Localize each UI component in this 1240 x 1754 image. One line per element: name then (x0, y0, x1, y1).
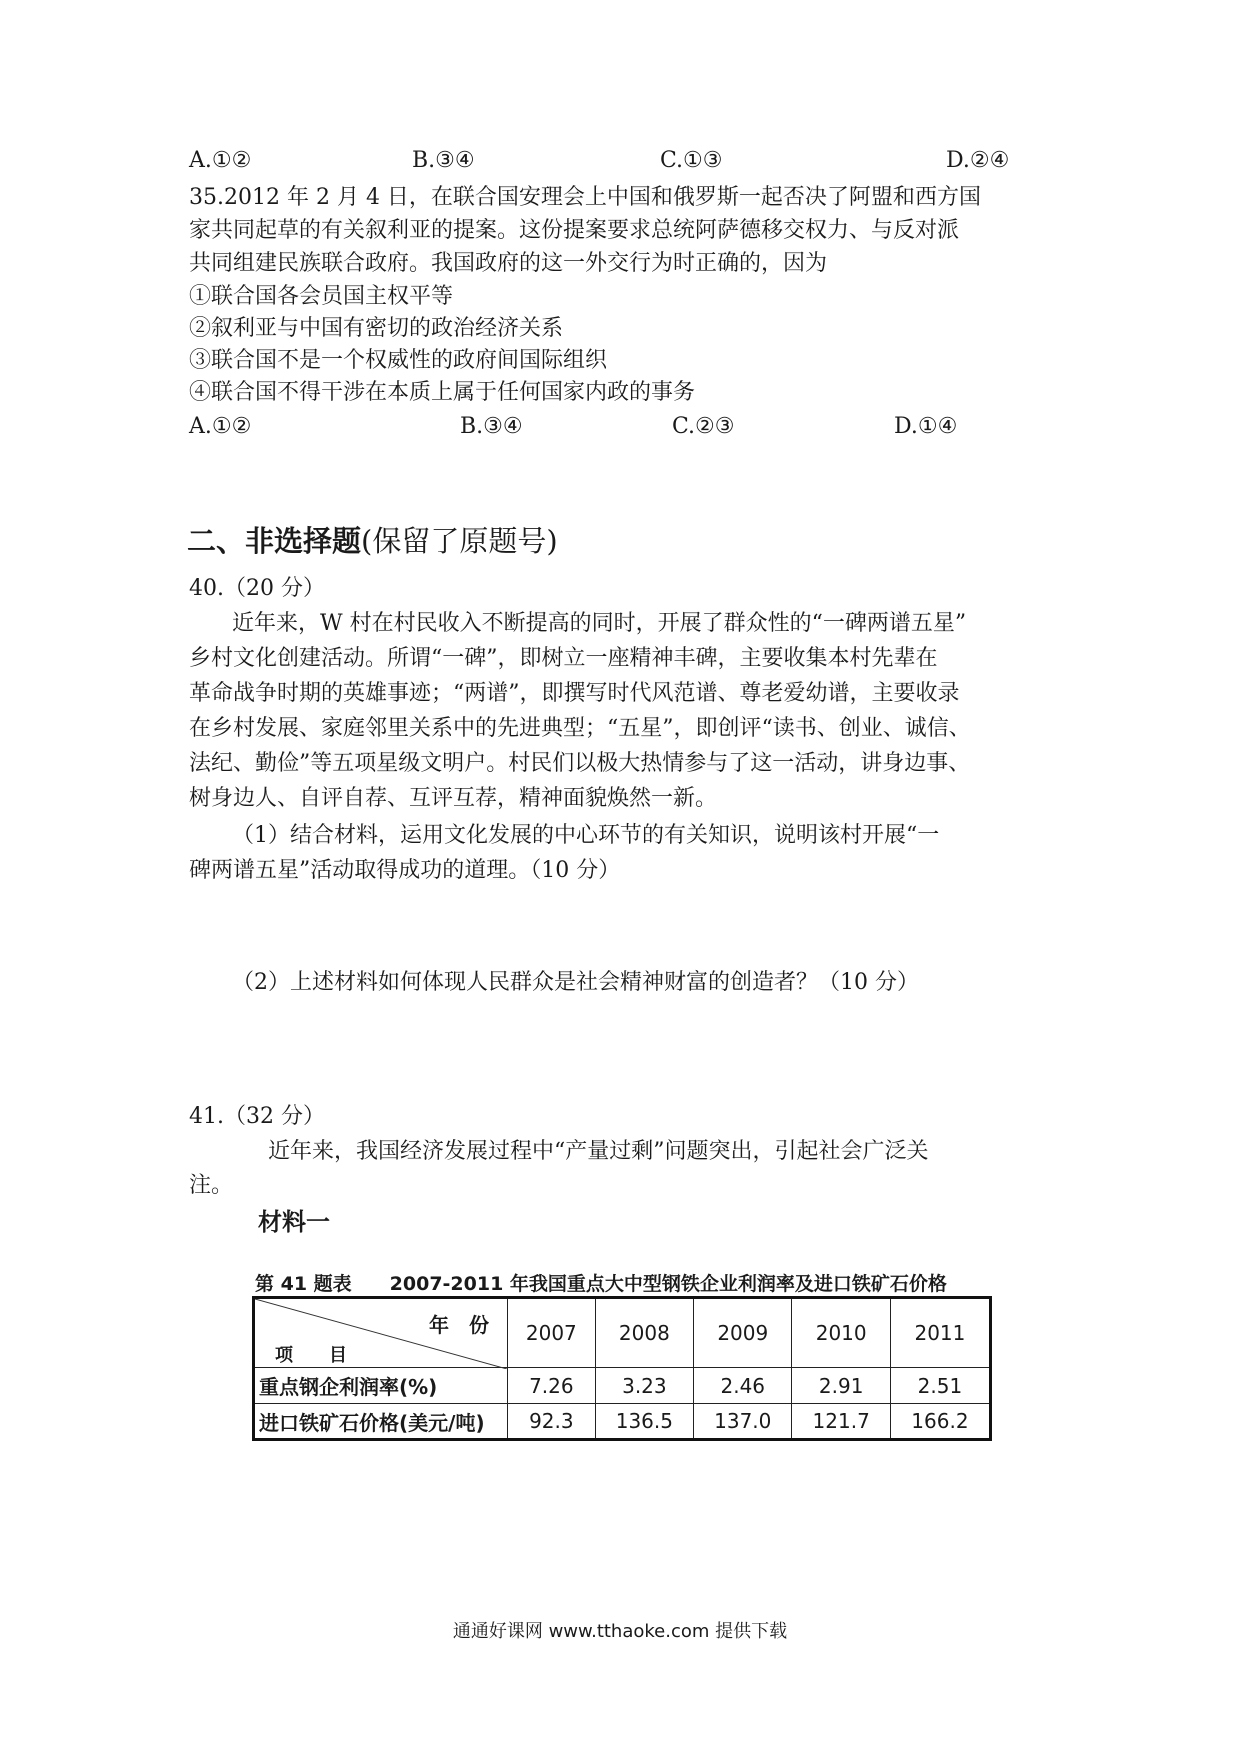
q40-material-line: 乡村文化创建活动。所谓“一碑”，即树立一座精神丰碑，主要收集本村先辈在 (189, 646, 938, 671)
table-cell: 3.23 (595, 1368, 693, 1404)
q41-material-label: 材料一 (258, 1208, 330, 1236)
q35-item: ②叙利亚与中国有密切的政治经济关系 (189, 316, 564, 341)
table-cell: 2.46 (694, 1368, 792, 1404)
table-corner-cell (254, 1298, 508, 1368)
year-header: 2007 (508, 1298, 596, 1368)
q40-header: 40.（20 分） (189, 576, 325, 601)
q40-material-line: 革命战争时期的英雄事迹；“两谱”，即撰写时代风范谱、尊老爱幼谱，主要收录 (189, 681, 960, 706)
q40-material-line: 近年来，W 村在村民收入不断提高的同时，开展了群众性的“一碑两谱五星” (232, 611, 967, 636)
q34-option-a: A.①② (189, 148, 252, 173)
table-cell: 2.91 (792, 1368, 890, 1404)
q41-intro-line: 注。 (189, 1173, 234, 1198)
page-footer: 通通好课网 www.tthaoke.com 提供下载 (452, 1621, 788, 1642)
table-cell: 92.3 (508, 1404, 596, 1440)
q35-option-b: B.③④ (460, 414, 523, 439)
table-cell: 2.51 (890, 1368, 990, 1404)
table-cell: 136.5 (595, 1404, 693, 1440)
table-cell: 166.2 (890, 1404, 990, 1440)
corner-item-label: 项 目 (275, 1345, 347, 1366)
q34-option-d: D.②④ (946, 148, 1010, 173)
q35-stem-line: 家共同起草的有关叙利亚的提案。这份提案要求总统阿萨德移交权力、与反对派 (189, 218, 960, 243)
year-header: 2010 (792, 1298, 890, 1368)
q35-item: ①联合国各会员国主权平等 (189, 284, 454, 309)
q40-subquestion-1: （1）结合材料，运用文化发展的中心环节的有关知识，说明该村开展“一 (232, 823, 940, 848)
q40-material-line: 在乡村发展、家庭邻里关系中的先进典型；“五星”，即创评“读书、创业、诚信、 (189, 716, 971, 741)
steel-data-table (252, 1296, 992, 1441)
q35-stem-line: 共同组建民族联合政府。我国政府的这一外交行为时正确的，因为 (189, 251, 828, 276)
q35-item: ④联合国不得干涉在本质上属于任何国家内政的事务 (189, 380, 696, 405)
row-label: 进口铁矿石价格(美元/吨) (254, 1404, 508, 1440)
q35-item: ③联合国不是一个权威性的政府间国际组织 (189, 348, 608, 373)
q40-subquestion-2: （2）上述材料如何体现人民群众是社会精神财富的创造者？（10 分） (232, 970, 919, 995)
q35-option-c: C.②③ (672, 414, 735, 439)
table-row (254, 1368, 991, 1404)
table-cell: 7.26 (508, 1368, 596, 1404)
q41-intro-line: 近年来，我国经济发展过程中“产量过剩”问题突出，引起社会广泛关 (268, 1139, 929, 1164)
table-cell: 121.7 (792, 1404, 890, 1440)
q41-header: 41.（32 分） (189, 1104, 325, 1129)
table-caption: 第 41 题表 2007-2011 年我国重点大中型钢铁企业利润率及进口铁矿石价格 (255, 1273, 947, 1295)
year-header: 2009 (694, 1298, 792, 1368)
year-header: 2011 (890, 1298, 990, 1368)
q35-stem-line: 35.2012 年 2 月 4 日，在联合国安理会上中国和俄罗斯一起否决了阿盟和西方国 (189, 185, 981, 210)
q34-option-c: C.①③ (660, 148, 723, 173)
section-title (187, 519, 558, 560)
q40-material-line: 法纪、勤俭”等五项星级文明户。村民们以极大热情参与了这一活动，讲身边事、 (189, 751, 971, 776)
corner-year-label: 年 份 (429, 1313, 489, 1337)
q40-material-line: 树身边人、自评自荐、互评互荐，精神面貌焕然一新。 (189, 786, 718, 811)
q35-option-d: D.①④ (894, 414, 958, 439)
q40-subquestion-1-cont: 碑两谱五星”活动取得成功的道理。（10 分） (189, 858, 621, 883)
q34-option-b: B.③④ (412, 148, 475, 173)
table-cell: 137.0 (694, 1404, 792, 1440)
year-header: 2008 (595, 1298, 693, 1368)
q35-option-a: A.①② (189, 414, 252, 439)
table-row (254, 1404, 991, 1440)
section-title-main: 二、非选择题 (187, 524, 362, 558)
section-title-note: (保留了原题号) (361, 524, 558, 558)
row-label: 重点钢企利润率(%) (254, 1368, 508, 1404)
